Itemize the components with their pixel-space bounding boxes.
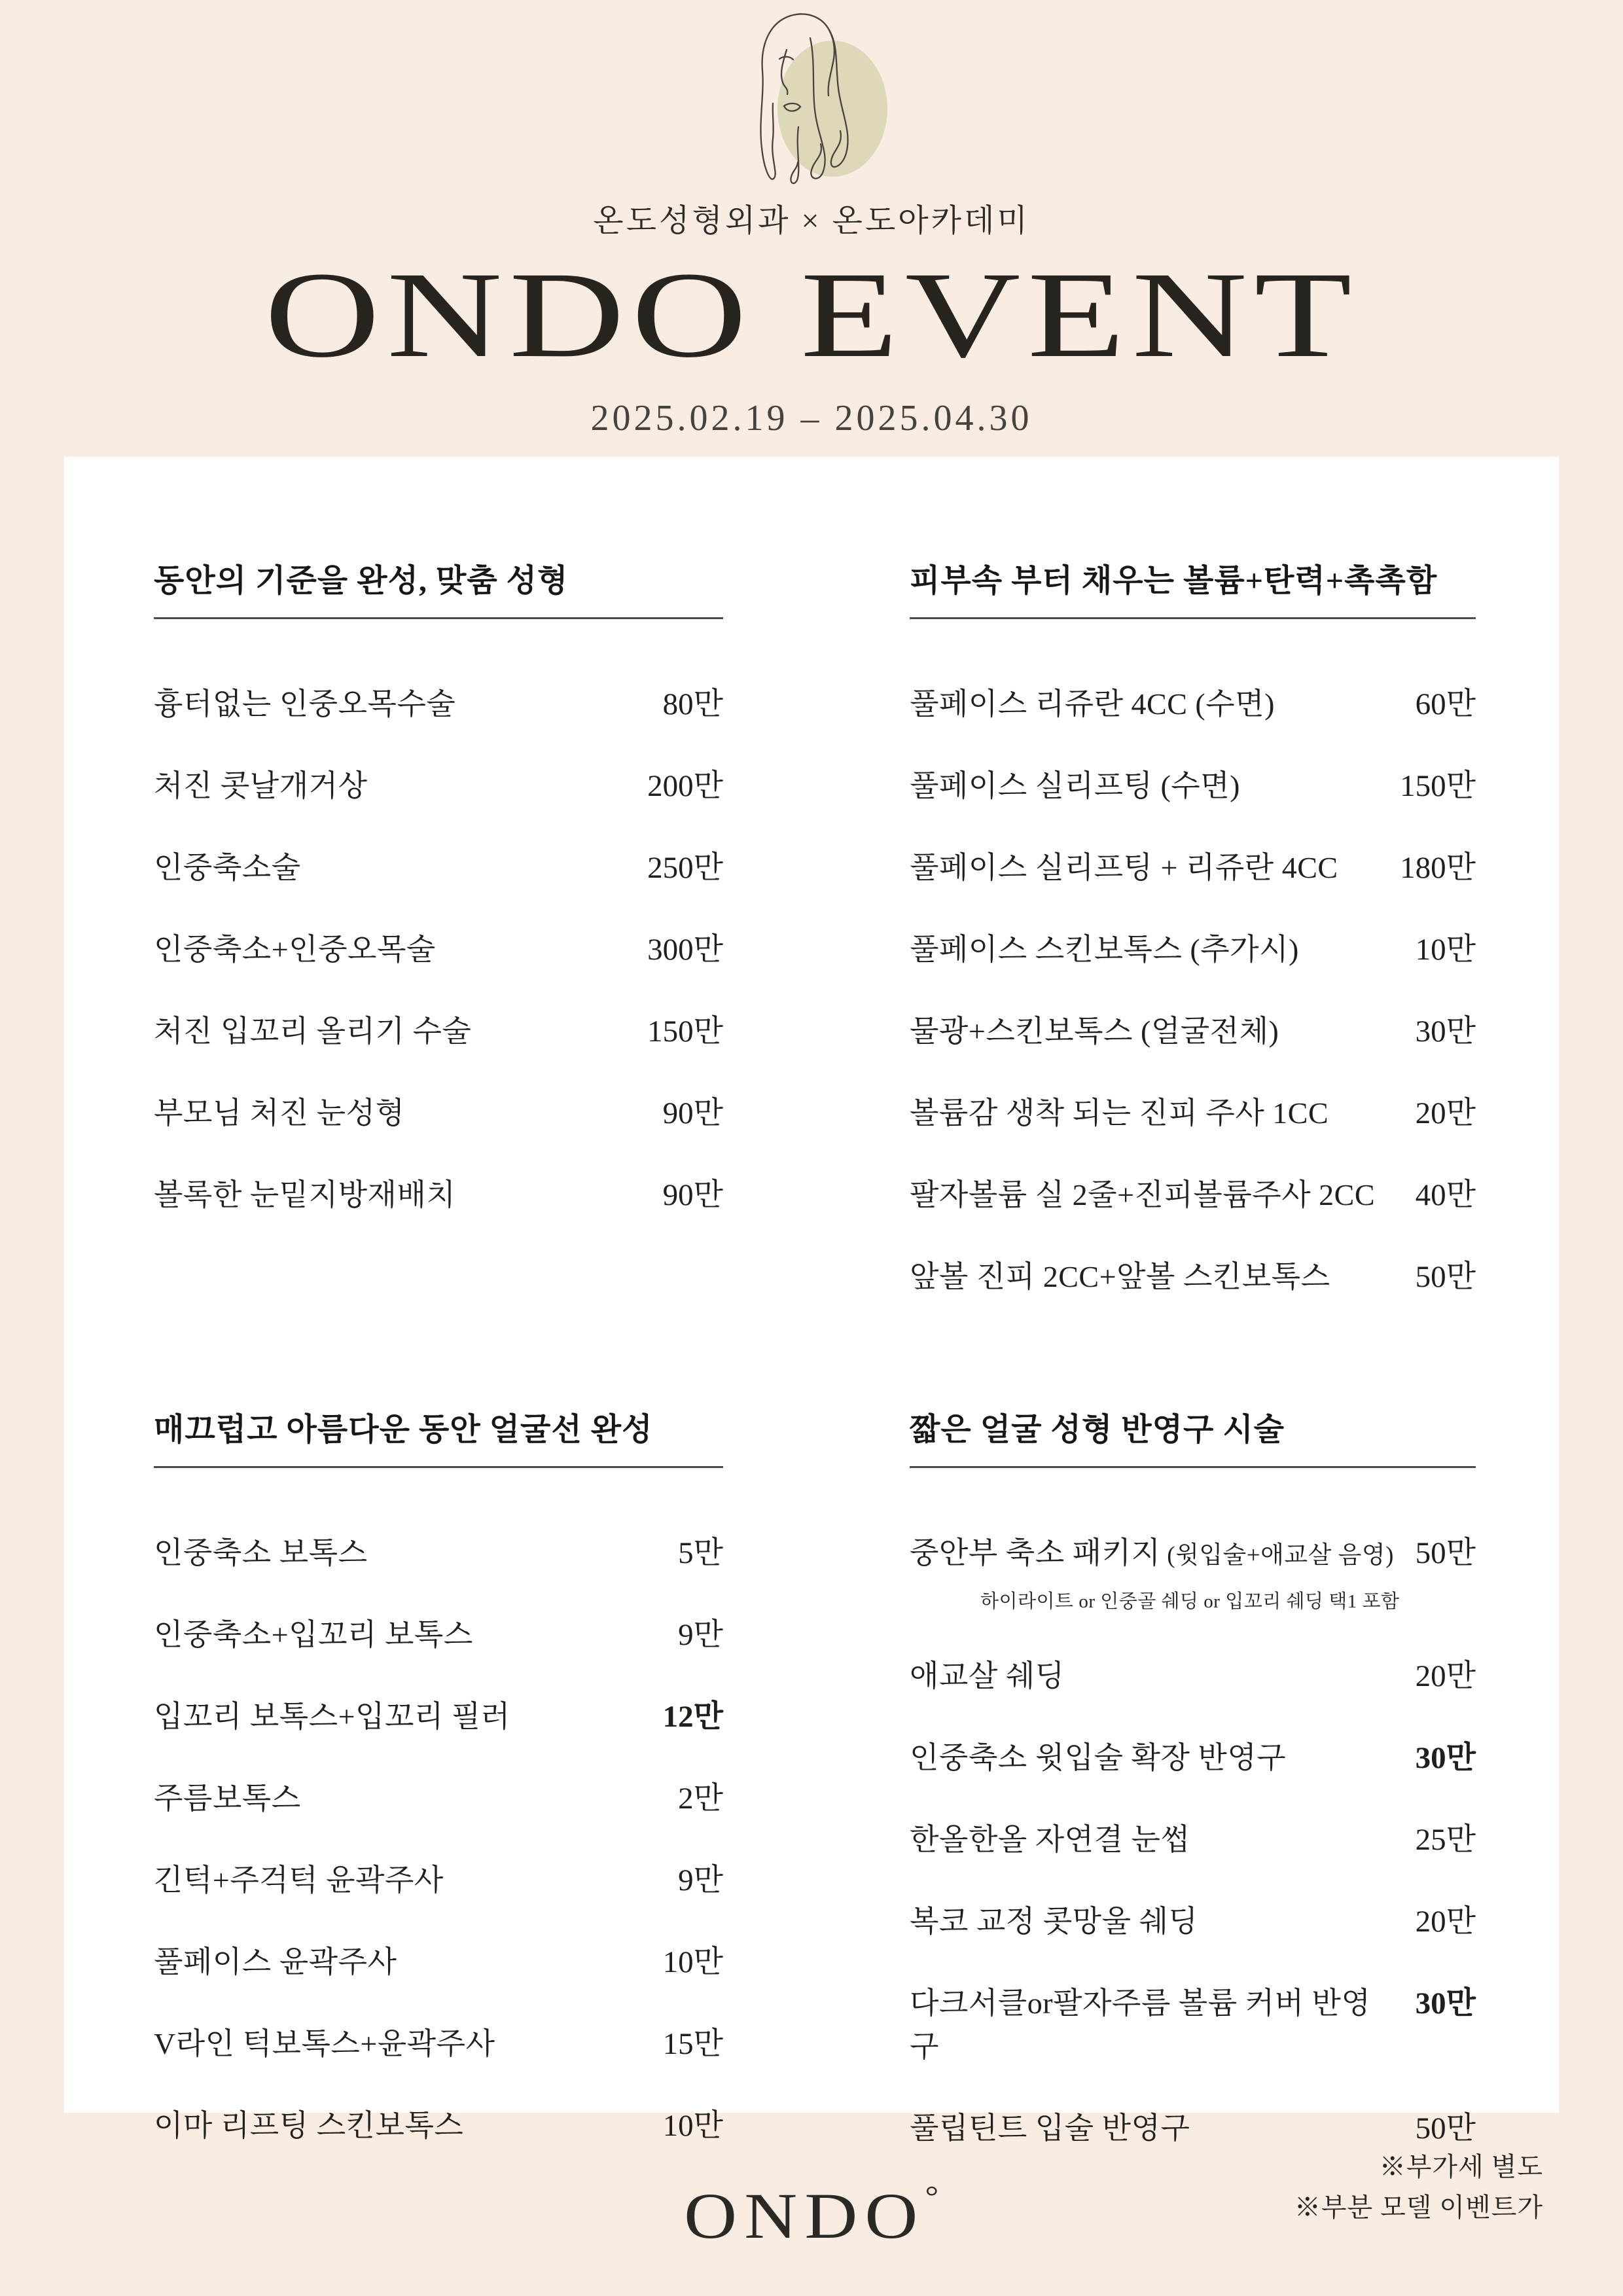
price-row-group xyxy=(910,1170,1476,1214)
item-label: 부모님 처진 눈성형 xyxy=(154,1096,405,1130)
price-row-group xyxy=(154,1774,723,1818)
item-price: 80만 xyxy=(662,687,723,721)
item-price: 200만 xyxy=(647,769,723,803)
item-label: 인중축소 보톡스 xyxy=(154,1536,368,1570)
title-wrap xyxy=(0,246,1623,383)
item-label: 애교살 쉐딩 xyxy=(910,1659,1065,1693)
brand-logo xyxy=(0,2178,1623,2253)
line-art-woman-face-illustration xyxy=(700,10,923,186)
item-label: 볼륨감 생착 되는 진피 주사 1CC xyxy=(910,1096,1329,1130)
price-row-group xyxy=(154,1610,723,1654)
item-price: 50만 xyxy=(1415,1536,1476,1570)
item-price: 60만 xyxy=(1415,687,1476,721)
price-row-group xyxy=(910,1252,1476,1296)
section-title: 짧은 얼굴 성형 반영구 시술 xyxy=(910,1404,1476,1468)
price-row xyxy=(154,925,723,969)
section-semi-permanent xyxy=(910,1404,1476,2147)
price-row xyxy=(154,1937,723,1981)
price-row-group xyxy=(154,925,723,969)
item-label: 처진 콧날개거상 xyxy=(154,769,368,802)
price-row xyxy=(154,1774,723,1818)
item-price: 9만 xyxy=(678,1618,723,1652)
price-row-group xyxy=(910,1733,1476,1777)
price-row-group xyxy=(154,2101,723,2145)
item-note: 하이라이트 or 인중골 쉐딩 or 입꼬리 쉐딩 택1 포함 xyxy=(980,1591,1400,1612)
item-label: 인중축소 윗입술 확장 반영구 xyxy=(910,1741,1287,1774)
price-row xyxy=(910,1733,1476,1777)
item-label: 팔자볼륨 실 2줄+진피볼륨주사 2CC xyxy=(910,1178,1376,1211)
section-rows xyxy=(910,1528,1476,2147)
price-row-group xyxy=(154,761,723,805)
item-price: 30만 xyxy=(1415,1014,1476,1049)
section-title: 매끄럽고 아름다운 동안 얼굴선 완성 xyxy=(154,1404,723,1468)
price-row-group xyxy=(910,1528,1476,1613)
price-row-group xyxy=(910,1088,1476,1132)
price-row-group xyxy=(154,679,723,723)
price-row xyxy=(154,843,723,887)
price-row-group xyxy=(154,1692,723,1736)
brand-word: ONDO xyxy=(684,2179,925,2252)
item-label: 앞볼 진피 2CC+앞볼 스킨보톡스 xyxy=(910,1260,1330,1293)
price-row xyxy=(154,679,723,723)
poster-header xyxy=(0,0,1623,439)
item-label: 이마 리프팅 스킨보톡스 xyxy=(154,2109,464,2142)
item-label: 복코 교정 콧망울 쉐딩 xyxy=(910,1905,1198,1938)
price-row xyxy=(154,1528,723,1572)
price-row xyxy=(910,843,1476,887)
item-label: 흉터없는 인중오목수술 xyxy=(154,687,456,721)
item-price: 15만 xyxy=(662,2027,723,2061)
price-row xyxy=(154,2101,723,2145)
section-volume-elasticity xyxy=(910,555,1476,1296)
item-price: 20만 xyxy=(1415,1659,1476,1693)
price-row-group xyxy=(154,1088,723,1132)
item-price: 12만 xyxy=(662,1700,723,1734)
item-label: 주름보톡스 xyxy=(154,1782,301,1815)
price-row xyxy=(910,1815,1476,1859)
item-label: 인중축소+인중오목술 xyxy=(154,933,436,966)
item-price: 2만 xyxy=(678,1782,723,1816)
price-row xyxy=(154,2019,723,2063)
item-price: 90만 xyxy=(662,1096,723,1130)
item-price: 180만 xyxy=(1400,851,1476,885)
item-price: 300만 xyxy=(647,933,723,967)
item-label: 풀립틴트 입술 반영구 xyxy=(910,2111,1190,2145)
brand-logo-text xyxy=(685,2178,939,2253)
price-row xyxy=(154,1610,723,1654)
item-label: 풀페이스 실리프팅 (수면) xyxy=(910,769,1240,802)
item-price: 250만 xyxy=(647,851,723,885)
price-row xyxy=(154,761,723,805)
price-row-group xyxy=(910,1815,1476,1859)
item-price: 40만 xyxy=(1415,1178,1476,1212)
item-label: 입꼬리 보톡스+입꼬리 필러 xyxy=(154,1700,510,1733)
footer-note-line: ※부가세 별도 xyxy=(1379,2152,1543,2181)
item-price: 10만 xyxy=(662,1945,723,1979)
item-price: 90만 xyxy=(662,1178,723,1212)
price-row-group xyxy=(910,761,1476,805)
price-row-group xyxy=(910,925,1476,969)
section-face-line xyxy=(154,1404,723,2147)
item-price: 50만 xyxy=(1415,2111,1476,2145)
price-row-group xyxy=(154,843,723,887)
item-label: 인중축소+입꼬리 보톡스 xyxy=(154,1618,473,1651)
price-row xyxy=(910,1979,1476,2066)
price-row-group xyxy=(910,1897,1476,1941)
item-price: 30만 xyxy=(1415,1741,1476,1775)
item-price: 9만 xyxy=(678,1863,723,1897)
item-price: 30만 xyxy=(1415,1986,1476,2020)
item-label: 다크서클or팔자주름 볼륨 커버 반영구 xyxy=(910,1986,1371,2063)
price-row xyxy=(910,761,1476,805)
section-rows xyxy=(910,679,1476,1296)
item-price: 20만 xyxy=(1415,1905,1476,1939)
degree-mark: ° xyxy=(925,2179,939,2213)
price-row xyxy=(910,1007,1476,1050)
item-label: 풀페이스 스킨보톡스 (추가시) xyxy=(910,933,1299,966)
item-price: 10만 xyxy=(1415,933,1476,967)
price-row xyxy=(154,1007,723,1050)
item-price: 150만 xyxy=(1400,769,1476,803)
item-label: 한올한올 자연결 눈썹 xyxy=(910,1823,1190,1856)
item-label: 풀페이스 실리프팅 + 리쥬란 4CC xyxy=(910,851,1338,884)
price-row xyxy=(910,1170,1476,1214)
clinic-subtitle: 온도성형외과 × 온도아카데미 xyxy=(593,204,1030,238)
price-row xyxy=(910,1088,1476,1132)
price-row-group xyxy=(910,2104,1476,2147)
price-row xyxy=(154,1170,723,1214)
section-rows xyxy=(154,1528,723,2145)
item-label: V라인 턱보톡스+윤곽주사 xyxy=(154,2027,495,2060)
price-row xyxy=(910,1528,1476,1572)
item-label: 긴턱+주걱턱 윤곽주사 xyxy=(154,1863,444,1897)
event-title: ONDO EVENT xyxy=(264,246,1359,383)
section-title: 동안의 기준을 완성, 맞춤 성형 xyxy=(154,555,723,619)
footer-note-line: ※부분 모델 이벤트가 xyxy=(1294,2193,1543,2222)
item-price: 20만 xyxy=(1415,1096,1476,1130)
price-card xyxy=(64,457,1559,2145)
price-row-group xyxy=(154,1170,723,1214)
item-label: 처진 입꼬리 올리기 수술 xyxy=(154,1014,472,1048)
price-row-group xyxy=(154,1528,723,1572)
price-row-group xyxy=(154,1007,723,1050)
price-row xyxy=(910,2104,1476,2147)
section-title: 피부속 부터 채우는 볼륨+탄력+촉촉함 xyxy=(910,555,1476,619)
price-row xyxy=(154,1856,723,1899)
price-row xyxy=(910,679,1476,723)
price-row xyxy=(910,1252,1476,1296)
item-price: 5만 xyxy=(678,1536,723,1570)
item-price: 50만 xyxy=(1415,1260,1476,1294)
section-rows xyxy=(154,679,723,1214)
item-label: 인중축소술 xyxy=(154,851,301,884)
price-row xyxy=(154,1692,723,1736)
event-date-range: 2025.02.19 – 2025.04.30 xyxy=(590,398,1033,439)
price-row-group xyxy=(154,1856,723,1899)
item-price: 25만 xyxy=(1415,1823,1476,1857)
price-columns xyxy=(64,457,1559,2147)
price-row-group xyxy=(910,1651,1476,1695)
item-label: 중안부 축소 패키지 (윗입술+애교살 음영) xyxy=(910,1536,1394,1570)
price-row-group xyxy=(910,843,1476,887)
price-row-group xyxy=(910,1979,1476,2066)
item-label: 풀페이스 윤곽주사 xyxy=(154,1945,397,1979)
item-label: 볼록한 눈밑지방재배치 xyxy=(154,1178,456,1211)
item-label: 물광+스킨보톡스 (얼굴전체) xyxy=(910,1014,1279,1048)
price-row xyxy=(154,1088,723,1132)
section-custom-surgery xyxy=(154,555,723,1296)
price-row xyxy=(910,1897,1476,1941)
price-row xyxy=(910,925,1476,969)
item-label: 풀페이스 리쥬란 4CC (수면) xyxy=(910,687,1275,721)
price-row-group xyxy=(154,1937,723,1981)
price-row-group xyxy=(910,1007,1476,1050)
item-price: 10만 xyxy=(662,2109,723,2143)
price-row-group xyxy=(154,2019,723,2063)
price-row xyxy=(910,1651,1476,1695)
price-row-group xyxy=(910,679,1476,723)
item-price: 150만 xyxy=(647,1014,723,1049)
item-label-suffix: (윗입술+애교살 음영) xyxy=(1160,1542,1394,1569)
